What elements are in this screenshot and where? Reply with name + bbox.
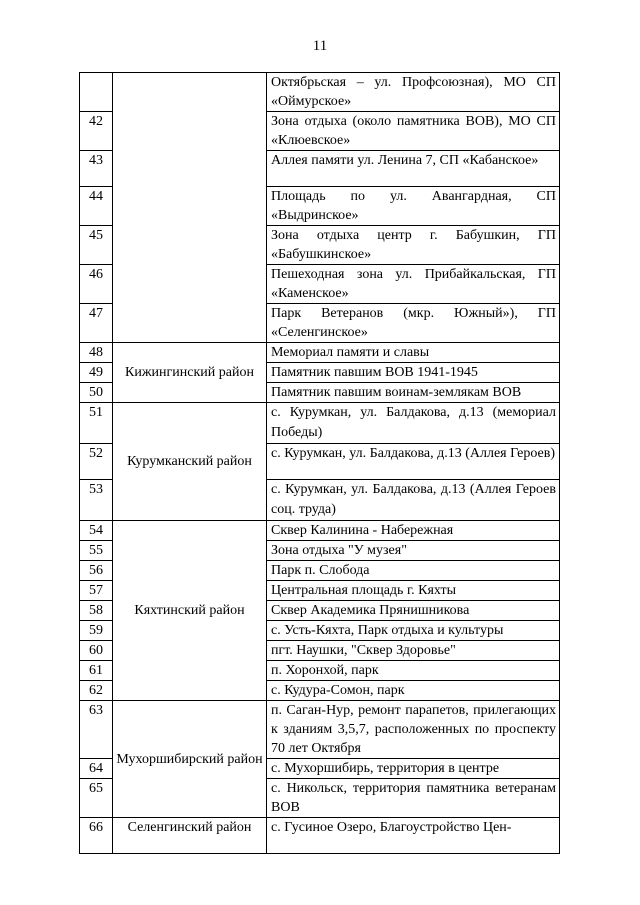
- row-description: с. Усть-Кяхта, Парк отдыха и культуры: [267, 621, 560, 641]
- row-number: 63: [80, 701, 113, 759]
- row-number: 47: [80, 304, 113, 343]
- district-cell-empty: [113, 73, 267, 343]
- row-description: пгт. Наушки, "Сквер Здоровье": [267, 641, 560, 661]
- row-number: 57: [80, 581, 113, 601]
- table-row: [80, 343, 560, 363]
- row-number: 64: [80, 759, 113, 779]
- row-number: 55: [80, 541, 113, 561]
- row-description: с. Никольск, территория памятника ветеранам ВОВ: [267, 779, 560, 818]
- row-number: 52: [80, 444, 113, 480]
- row-number: 45: [80, 226, 113, 265]
- row-description: Пешеходная зона ул. Прибайкальская, ГП «Каменское»: [267, 265, 560, 304]
- row-description: с. Курумкан, ул. Балдакова, д.13 (мемориал Победы): [267, 403, 560, 444]
- row-number: 56: [80, 561, 113, 581]
- row-description: Зона отдыха центр г. Бабушкин, ГП «Бабушкинское»: [267, 226, 560, 265]
- table-row: [80, 521, 560, 541]
- row-description: Памятник павшим ВОВ 1941-1945: [267, 363, 560, 383]
- row-number: 43: [80, 151, 113, 187]
- row-number: 54: [80, 521, 113, 541]
- table-row: [80, 73, 560, 112]
- row-number: 51: [80, 403, 113, 444]
- district-name: Мухоршибирский район: [113, 701, 267, 818]
- row-description: Парк п. Слобода: [267, 561, 560, 581]
- row-number: 46: [80, 265, 113, 304]
- row-number: 42: [80, 112, 113, 151]
- row-number: 44: [80, 187, 113, 226]
- row-description: п. Саган-Нур, ремонт парапетов, прилегающих к зданиям 3,5,7, расположенных по проспекту 70 лет Октября: [267, 701, 560, 759]
- row-number: 49: [80, 363, 113, 383]
- row-description: Центральная площадь г. Кяхты: [267, 581, 560, 601]
- row-description: Сквер Калинина - Набережная: [267, 521, 560, 541]
- row-description: п. Хоронхой, парк: [267, 661, 560, 681]
- district-name: Селенгинский район: [113, 818, 267, 854]
- row-number: 48: [80, 343, 113, 363]
- row-description: Парк Ветеранов (мкр. Южный»), ГП «Селенгинское»: [267, 304, 560, 343]
- row-description: Зона отдыха "У музея": [267, 541, 560, 561]
- row-description: Зона отдыха (около памятника ВОВ), МО СП «Клюевское»: [267, 112, 560, 151]
- row-description: Памятник павшим воинам-землякам ВОВ: [267, 383, 560, 403]
- row-number: 65: [80, 779, 113, 818]
- page-number: 11: [312, 38, 328, 54]
- row-number: 53: [80, 480, 113, 521]
- row-number: 60: [80, 641, 113, 661]
- district-name: Кижингинский район: [113, 343, 267, 403]
- parks-table: [79, 72, 560, 854]
- row-number: 59: [80, 621, 113, 641]
- row-description: Площадь по ул. Авангардная, СП «Выдринское»: [267, 187, 560, 226]
- table-row: [80, 701, 560, 759]
- row-number: 62: [80, 681, 113, 701]
- row-number: 50: [80, 383, 113, 403]
- row-description: Сквер Академика Прянишникова: [267, 601, 560, 621]
- row-number: 66: [80, 818, 113, 854]
- district-name: Кяхтинский район: [113, 521, 267, 701]
- table-row: [80, 818, 560, 854]
- row-number: 58: [80, 601, 113, 621]
- table-row: [80, 403, 560, 444]
- row-description: Мемориал памяти и славы: [267, 343, 560, 363]
- row-description: с. Кудура-Сомон, парк: [267, 681, 560, 701]
- district-name: Курумканский район: [113, 403, 267, 521]
- row-description: с. Курумкан, ул. Балдакова, д.13 (Аллея Героев соц. труда): [267, 480, 560, 521]
- row-description: Октябрьская – ул. Профсоюзная), МО СП «Оймурское»: [267, 73, 560, 112]
- row-description: с. Гусиное Озеро, Благоустройство Цен-: [267, 818, 560, 854]
- row-description: с. Курумкан, ул. Балдакова, д.13 (Аллея Героев): [267, 444, 560, 480]
- row-description: с. Мухоршибирь, территория в центре: [267, 759, 560, 779]
- row-description: Аллея памяти ул. Ленина 7, СП «Кабанское»: [267, 151, 560, 187]
- row-number: [80, 73, 113, 112]
- row-number: 61: [80, 661, 113, 681]
